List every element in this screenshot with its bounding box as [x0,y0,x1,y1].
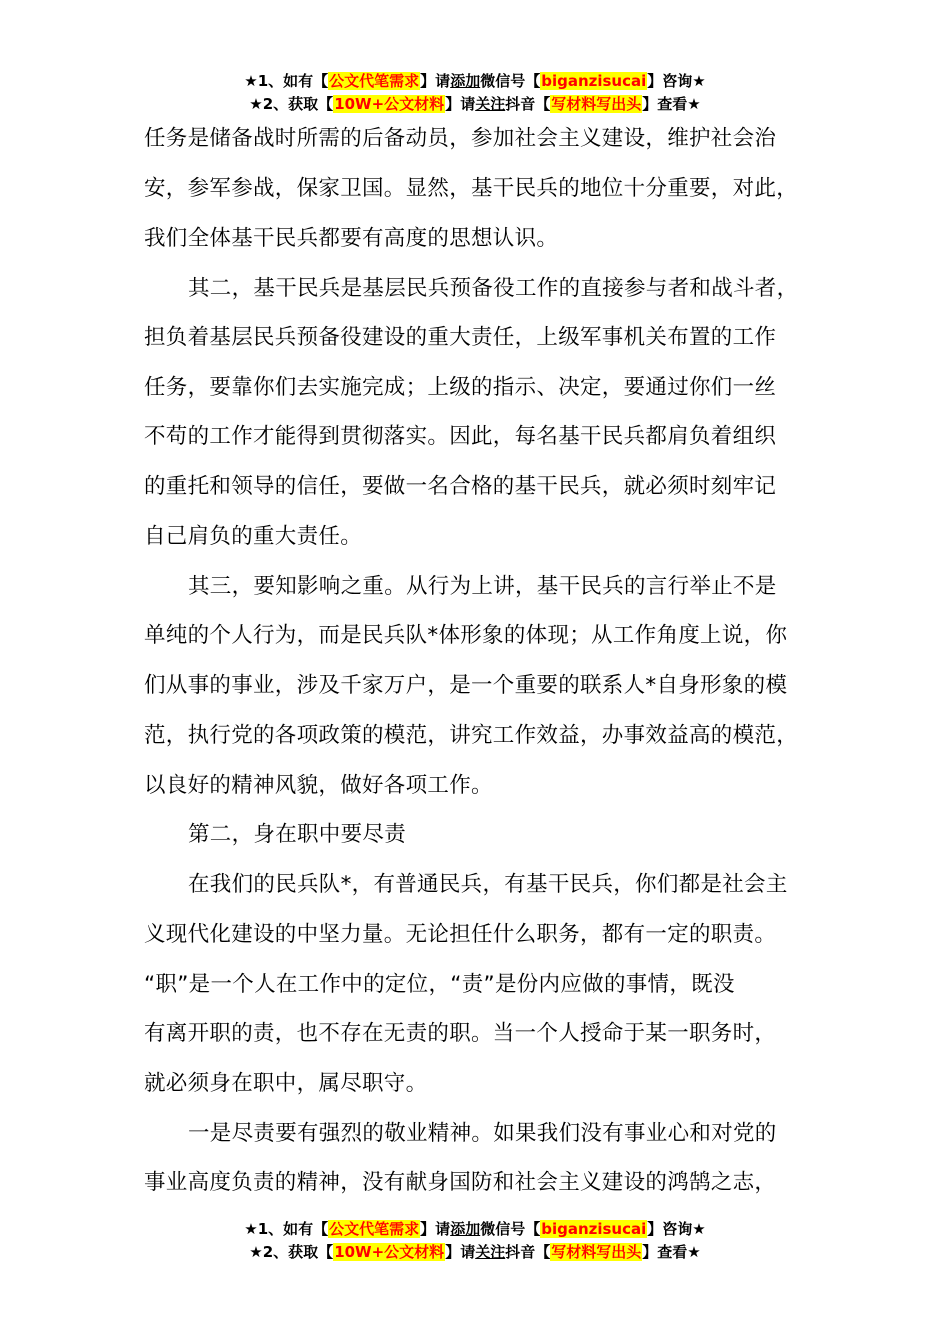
highlight-text: 10W+公文材料 [334,1243,445,1261]
body-line: 以良好的精神风貌，做好各项工作。 [144,773,493,798]
highlight-text: 公文代笔需求 [329,72,420,90]
highlight-text: 10W+公文材料 [334,95,445,113]
body-line: 事业高度负责的精神，没有献身国防和社会主义建设的鸿鹄之志， [144,1170,777,1195]
body-line: 在我们的民兵队*，有普通民兵，有基干民兵，你们都是社会主 [188,872,788,897]
body-line: 们从事的事业，涉及千家万户，是一个重要的联系人*自身形象的模 [144,673,788,698]
body-line: 不苟的工作才能得到贯彻落实。因此，每名基干民兵都肩负着组织 [144,424,777,449]
underlined-text: 添加 [450,1220,481,1238]
banner-text: 】查看★ [642,95,701,113]
header-banner [0,70,950,116]
body-line: 任务，要靠你们去实施完成；上级的指示、决定，要通过你们一丝 [144,375,777,400]
banner-text: 】请 [445,1243,476,1261]
body-line: “职”是一个人在工作中的定位，“责”是份内应做的事情，既没 [144,972,735,997]
banner-text: 抖音【 [505,1243,551,1261]
body-line: 任务是储备战时所需的后备动员，参加社会主义建设，维护社会治 [144,126,777,151]
banner-text: 】请 [420,1220,451,1238]
underlined-text: 添加 [450,72,481,90]
banner-line-2 [0,1241,950,1264]
banner-text: 】查看★ [642,1243,701,1261]
highlight-text: 写材料写出头 [551,1243,642,1261]
highlight-text: biganzisucai [541,72,647,90]
underlined-text: 关注 [475,95,506,113]
banner-text: 微信号【 [480,1220,541,1238]
highlight-text: 写材料写出头 [551,95,642,113]
body-line: 自己肩负的重大责任。 [144,524,363,549]
highlight-text: 公文代笔需求 [329,1220,420,1238]
body-line: 我们全体基干民兵都要有高度的思想认识。 [144,226,559,251]
banner-text: 微信号【 [480,72,541,90]
banner-text: 】咨询★ [647,1220,706,1238]
banner-text: ★1、如有【 [244,72,329,90]
body-line: 的重托和领导的信任，要做一名合格的基干民兵，就必须时刻牢记 [144,474,777,499]
banner-text: 】咨询★ [647,72,706,90]
banner-text: ★2、获取【 [249,95,334,113]
banner-line-1 [0,1218,950,1241]
banner-text: ★1、如有【 [244,1220,329,1238]
footer-banner [0,1218,950,1264]
highlight-text: biganzisucai [541,1220,647,1238]
banner-line-2 [0,93,950,116]
banner-line-1 [0,70,950,93]
body-line: 义现代化建设的中坚力量。无论担任什么职务，都有一定的职责。 [144,922,777,947]
body-line: 担负着基层民兵预备役建设的重大责任，上级军事机关布置的工作 [144,325,777,350]
body-line: 其三，要知影响之重。从行为上讲，基干民兵的言行举止不是 [188,574,777,599]
banner-text: ★2、获取【 [249,1243,334,1261]
body-line: 单纯的个人行为，而是民兵队*体形象的体现；从工作角度上说，你 [144,623,788,648]
body-line: 其二，基干民兵是基层民兵预备役工作的直接参与者和战斗者， [188,276,799,301]
banner-text: 】请 [445,95,476,113]
section-heading: 第二，身在职中要尽责 [188,822,407,847]
underlined-text: 关注 [475,1243,506,1261]
body-line: 范，执行党的各项政策的模范，讲究工作效益，办事效益高的模范， [144,723,799,748]
banner-text: 抖音【 [505,95,551,113]
body-line: 安，参军参战，保家卫国。显然，基干民兵的地位十分重要，对此， [144,176,799,201]
banner-text: 】请 [420,72,451,90]
body-line: 就必须身在职中，属尽职守。 [144,1071,428,1096]
body-line: 一是尽责要有强烈的敬业精神。如果我们没有事业心和对党的 [188,1121,777,1146]
body-line: 有离开职的责，也不存在无责的职。当一个人授命于某一职务时， [144,1021,777,1046]
